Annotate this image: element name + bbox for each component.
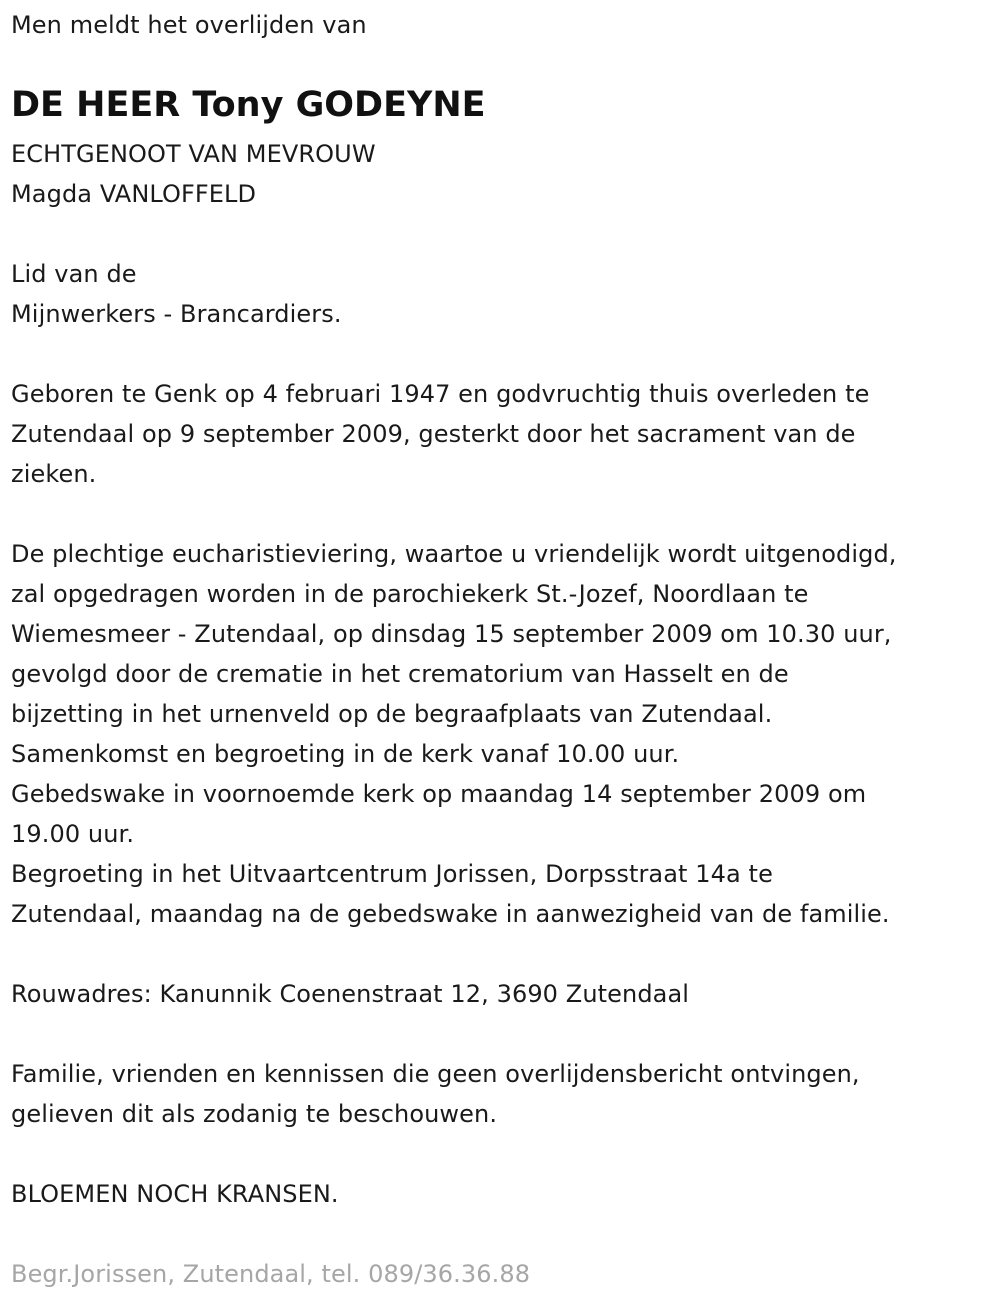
paragraph-line: bijzetting in het urnenveld op de begraafplaats van Zutendaal.: [11, 700, 773, 728]
family-note-block: [11, 1054, 860, 1134]
paragraph-line: Zutendaal op 9 september 2009, gesterkt door het sacrament van de: [11, 420, 856, 448]
intro-text: Men meldt het overlijden van: [11, 11, 367, 39]
membership-line: Lid van de: [11, 260, 137, 288]
paragraph-line: Gebedswake in voornoemde kerk op maandag 14 september 2009 om: [11, 780, 867, 808]
paragraph-line: gelieven dit als zodanig te beschouwen.: [11, 1100, 498, 1128]
paragraph-line: Samenkomst en begroeting in de kerk vanaf 10.00 uur.: [11, 740, 680, 768]
paragraph-line: 19.00 uur.: [11, 820, 135, 848]
paragraph-line: zieken.: [11, 460, 97, 488]
membership-block: [11, 254, 342, 334]
paragraph-line: zal opgedragen worden in de parochiekerk St.-Jozef, Noordlaan te: [11, 580, 809, 608]
paragraph-line: Wiemesmeer - Zutendaal, op dinsdag 15 september 2009 om 10.30 uur,: [11, 620, 892, 648]
mourning-address: Rouwadres: Kanunnik Coenenstraat 12, 3690 Zutendaal: [11, 980, 690, 1008]
birth-death-paragraph: [11, 374, 869, 494]
paragraph-line: gevolgd door de crematie in het crematorium van Hasselt en de: [11, 660, 789, 688]
flowers-note-block: [11, 1174, 339, 1214]
ceremony-paragraph: [11, 534, 897, 934]
paragraph-line: Begroeting in het Uitvaartcentrum Jorissen, Dorpsstraat 14a te: [11, 860, 773, 888]
paragraph-line: Geboren te Genk op 4 februari 1947 en godvruchtig thuis overleden te: [11, 380, 870, 408]
membership-line: Mijnwerkers - Brancardiers.: [11, 300, 342, 328]
paragraph-line: De plechtige eucharistieviering, waartoe u vriendelijk wordt uitgenodigd,: [11, 540, 897, 568]
spouse-line: ECHTGENOOT VAN MEVROUW: [11, 140, 376, 168]
spouse-block: [11, 134, 376, 214]
paragraph-line: Familie, vrienden en kennissen die geen overlijdensbericht ontvingen,: [11, 1060, 860, 1088]
mourning-address-block: [11, 974, 689, 1014]
spouse-name: Magda VANLOFFELD: [11, 180, 257, 208]
funeral-director-footer: Begr.Jorissen, Zutendaal, tel. 089/36.36.88: [11, 1260, 531, 1288]
deceased-name: DE HEER Tony GODEYNE: [11, 85, 486, 125]
paragraph-line: Zutendaal, maandag na de gebedswake in aanwezigheid van de familie.: [11, 900, 890, 928]
flowers-note: BLOEMEN NOCH KRANSEN.: [11, 1180, 339, 1208]
